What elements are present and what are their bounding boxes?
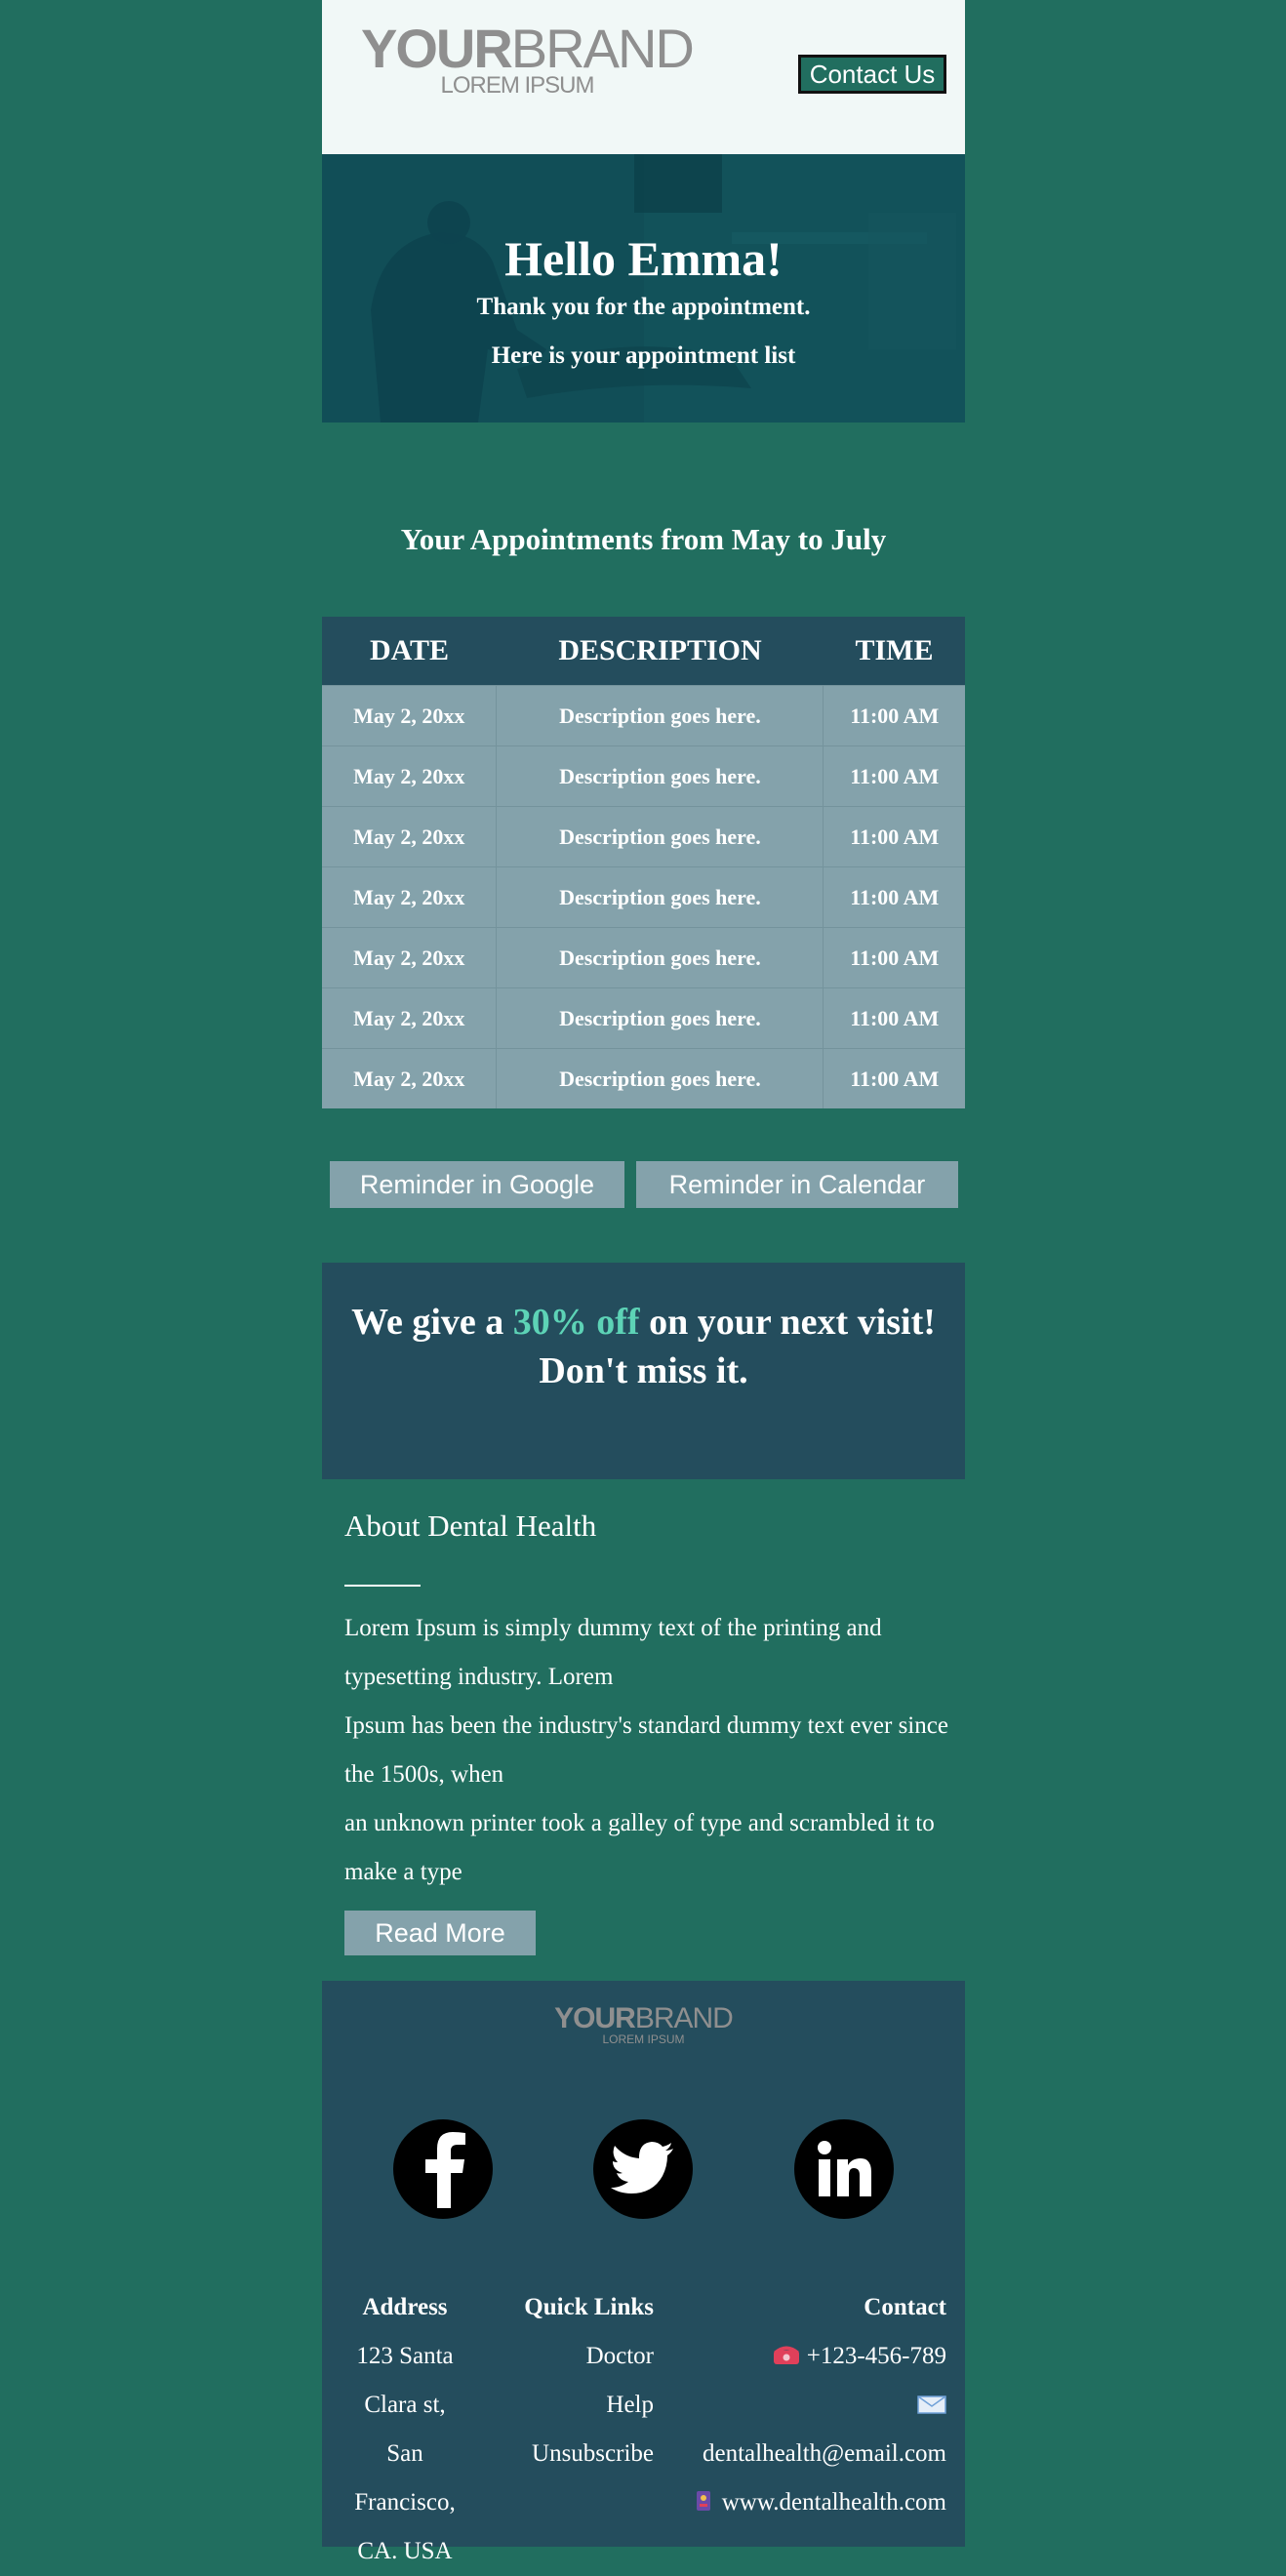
about-paragraph-line: Ipsum has been the industry's standard dummy text ever since the 1500s, when (344, 1712, 948, 1788)
cell-time: 11:00 AM (850, 1066, 940, 1091)
hero-subtitle-2: Here is your appointment list (491, 342, 796, 369)
table-row (322, 745, 965, 806)
cell-description: Description goes here. (497, 867, 824, 927)
cell-date: May 2, 20xx (322, 686, 497, 745)
website-url: www.dentalhealth.com (721, 2489, 946, 2516)
table-row (322, 987, 965, 1048)
cell-description: Description goes here. (497, 686, 824, 745)
promo-prefix: We give a (351, 1302, 513, 1343)
appointments-title: Your Appointments from May to July (400, 522, 887, 556)
table-header (322, 617, 965, 685)
footer-logo-bold: YOUR (554, 2002, 635, 2034)
logo-text-bold: YOUR (361, 18, 511, 79)
table-row (322, 806, 965, 866)
email-container (322, 0, 965, 2564)
contact-us-button[interactable]: Contact Us (798, 55, 946, 94)
logo-text-light: BRAND (510, 18, 693, 79)
cell-time: 11:00 AM (850, 824, 940, 849)
reminder-calendar-button[interactable]: Reminder in Calendar (636, 1161, 958, 1208)
contact-website[interactable] (668, 2478, 946, 2527)
header (322, 0, 965, 154)
promo-discount: 30% off (512, 1302, 640, 1343)
footer-contact (668, 2283, 946, 2527)
column-header-description: DESCRIPTION (558, 634, 762, 666)
hero-subtitle: Thank you for the appointment. (476, 294, 811, 320)
table-row (322, 1048, 965, 1108)
brand-logo[interactable] (361, 18, 693, 99)
cell-description: Description goes here. (497, 988, 824, 1048)
cell-time: 11:00 AM (850, 763, 940, 788)
table-row (322, 685, 965, 745)
email-address: dentalhealth@email.com (702, 2440, 946, 2467)
footer-address (342, 2283, 468, 2576)
promo-line-1 (322, 1298, 965, 1347)
address-heading: Address (362, 2294, 448, 2320)
cell-description: Description goes here. (497, 928, 824, 987)
address-line: 123 Santa Clara st, (356, 2343, 454, 2418)
hero-banner (322, 154, 965, 423)
logo-subtitle: LOREM IPSUM (440, 72, 594, 99)
appointments-table (322, 617, 965, 1108)
about-paragraph-line: Lorem Ipsum is simply dummy text of the printing and typesetting industry. Lorem (344, 1615, 882, 1690)
facebook-icon[interactable] (393, 2119, 493, 2219)
cell-time: 11:00 AM (850, 703, 940, 728)
cell-description: Description goes here. (497, 746, 824, 806)
reminder-google-button[interactable]: Reminder in Google (330, 1161, 624, 1208)
cell-time: 11:00 AM (850, 1005, 940, 1030)
footer-link-unsubscribe[interactable]: Unsubscribe (532, 2440, 654, 2467)
cell-date: May 2, 20xx (322, 746, 497, 806)
about-paragraph-line: an unknown printer took a galley of type and scrambled it to make a type (344, 1810, 935, 1885)
cell-date: May 2, 20xx (322, 1049, 497, 1108)
promo-line-2: Don't miss it. (539, 1350, 748, 1391)
read-more-button[interactable]: Read More (344, 1911, 536, 1955)
column-header-time: TIME (855, 634, 934, 666)
cell-date: May 2, 20xx (322, 988, 497, 1048)
footer-link-doctor[interactable]: Doctor (585, 2343, 654, 2369)
phone-number: +123-456-789 (806, 2343, 946, 2369)
cell-date: May 2, 20xx (322, 867, 497, 927)
column-header-date: DATE (369, 634, 450, 666)
email-icon (668, 2381, 946, 2430)
linkedin-icon[interactable] (794, 2119, 894, 2219)
contact-email[interactable] (668, 2381, 946, 2478)
cell-time: 11:00 AM (850, 945, 940, 970)
footer (322, 1981, 965, 2564)
about-body (344, 1604, 949, 1897)
about-title: About Dental Health (344, 1509, 597, 1543)
table-row (322, 927, 965, 987)
footer-link-help[interactable]: Help (606, 2392, 654, 2418)
twitter-icon[interactable] (593, 2119, 693, 2219)
phone-icon (772, 2343, 801, 2366)
quick-links-heading: Quick Links (524, 2294, 654, 2320)
footer-quick-links (522, 2283, 654, 2478)
footer-logo[interactable] (322, 2004, 965, 2045)
table-row (322, 866, 965, 927)
cell-date: May 2, 20xx (322, 807, 497, 866)
promo-suffix: on your next visit! (639, 1302, 936, 1343)
hero-greeting: Hello Emma! (504, 231, 783, 286)
hero-background-image (322, 154, 965, 423)
contact-phone[interactable] (668, 2332, 946, 2381)
address-line: San Francisco, CA. USA (354, 2440, 456, 2564)
promo-banner (322, 1263, 965, 1479)
cell-time: 11:00 AM (850, 884, 940, 909)
footer-logo-subtitle: LOREM IPSUM (602, 2033, 685, 2046)
website-icon (691, 2488, 716, 2514)
cell-description: Description goes here. (497, 807, 824, 866)
cell-description: Description goes here. (497, 1049, 824, 1108)
divider (344, 1585, 421, 1587)
footer-logo-light: BRAND (634, 2002, 733, 2034)
cell-date: May 2, 20xx (322, 928, 497, 987)
contact-heading: Contact (864, 2294, 946, 2320)
